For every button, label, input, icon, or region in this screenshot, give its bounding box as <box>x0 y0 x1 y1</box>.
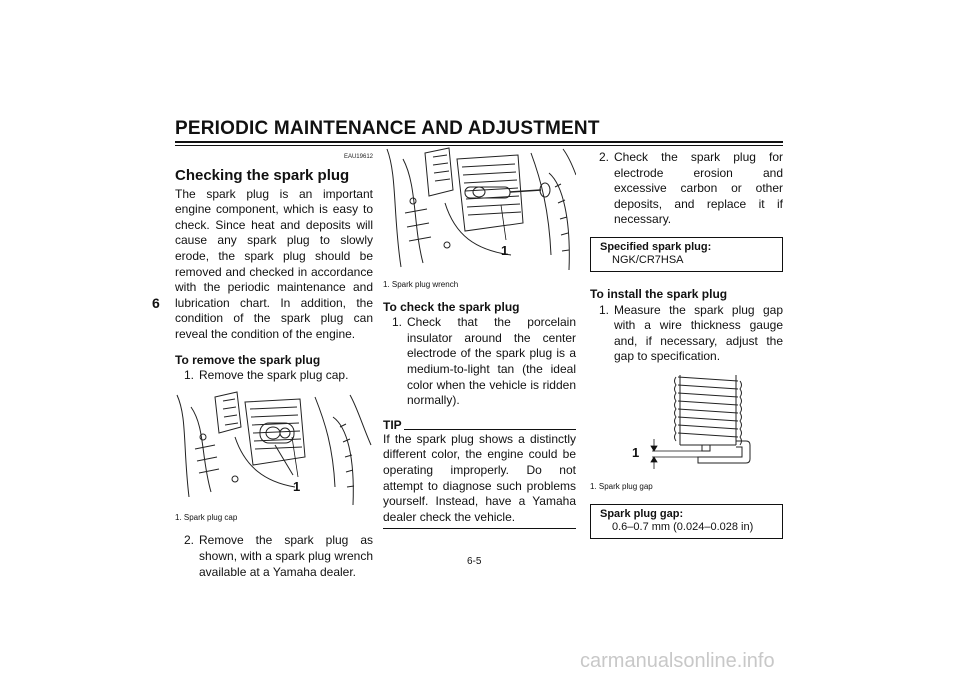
remove-heading: To remove the spark plug <box>175 352 321 367</box>
column-2 <box>383 150 576 529</box>
column-1 <box>175 150 373 580</box>
spec-label: Specified spark plug: <box>600 240 712 253</box>
tip-rule <box>404 429 576 430</box>
install-step-1 <box>590 303 783 365</box>
step-text: Remove the spark plug cap. <box>199 368 349 383</box>
figure-caption: 1. Spark plug gap <box>590 481 653 491</box>
step-text: Measure the spark plug gap with a wire thickness gauge and, if necessary, adjust the gap to specification. <box>614 302 783 364</box>
header-rule <box>175 141 783 143</box>
spark-plug-wrench-illustration <box>383 145 576 273</box>
step-number: 1. <box>184 368 195 383</box>
spec-box-spark-plug <box>590 237 783 272</box>
intro-paragraph: The spark plug is an important engine component, which is easy to check. Since heat and deposits will cause any spark plug to slowly erode, the spark plug should be removed and checked in accordance with the periodic maintenance and lubrication chart. In addition, the condition of the spark plug can reveal the condition of the engine. <box>175 186 373 341</box>
check-heading: To check the spark plug <box>383 299 520 314</box>
remove-step-2 <box>175 533 373 580</box>
spec-box-spark-plug-gap <box>590 504 783 539</box>
section-heading: Checking the spark plug <box>175 166 350 184</box>
step-text: Check that the porcelain insulator around the center electrode of the spark plug is a medium-to-light tan (the ideal color when the vehicle is ridden normally). <box>407 315 576 408</box>
check-step-1 <box>383 315 576 409</box>
spark-plug-gap-illustration <box>590 373 783 471</box>
step-number: 2. <box>184 533 195 548</box>
spec-value: NGK/CR7HSA <box>612 253 684 266</box>
figure-spark-plug-wrench <box>383 145 576 290</box>
remove-step-1 <box>175 368 373 384</box>
tip-label: TIP <box>383 417 402 432</box>
watermark: carmanualsonline.info <box>580 650 775 672</box>
figure-spark-plug-cap <box>175 387 373 524</box>
figure-spark-plug-gap <box>590 373 783 492</box>
check-step-2 <box>590 150 783 228</box>
step-text: Check the spark plug for electrode erosion and excessive carbon or other deposits, and replace it if necessary. <box>614 150 783 227</box>
figure-caption: 1. Spark plug cap <box>175 513 238 523</box>
section-code: EAU19612 <box>343 154 373 160</box>
spec-value: 0.6–0.7 mm (0.024–0.028 in) <box>612 520 754 533</box>
figure-callout: 1 <box>632 444 640 460</box>
page-number: 6-5 <box>467 556 482 567</box>
spec-label: Spark plug gap: <box>600 507 684 520</box>
step-number: 1. <box>599 302 610 317</box>
spark-plug-cap-illustration <box>175 387 373 507</box>
install-heading: To install the spark plug <box>590 286 728 301</box>
figure-callout: 1 <box>501 243 509 258</box>
tip-text: If the spark plug shows a distinctly different color, the engine could be operating improperly. Do not attempt to diagnose such problems yourself. Instead, have a Yamaha dealer check the vehicle. <box>383 431 576 524</box>
step-number: 2. <box>599 150 610 164</box>
step-text: Remove the spark plug as shown, with a spark plug wrench available at a Yamaha dealer. <box>199 533 373 579</box>
chapter-tab: 6 <box>152 295 160 311</box>
figure-callout: 1 <box>293 478 301 494</box>
step-number: 1. <box>392 315 403 330</box>
page-title: PERIODIC MAINTENANCE AND ADJUSTMENT <box>175 118 600 139</box>
figure-caption: 1. Spark plug wrench <box>383 279 459 289</box>
tip-header <box>383 419 576 432</box>
tip-end-rule <box>383 528 576 529</box>
column-3 <box>590 150 783 539</box>
